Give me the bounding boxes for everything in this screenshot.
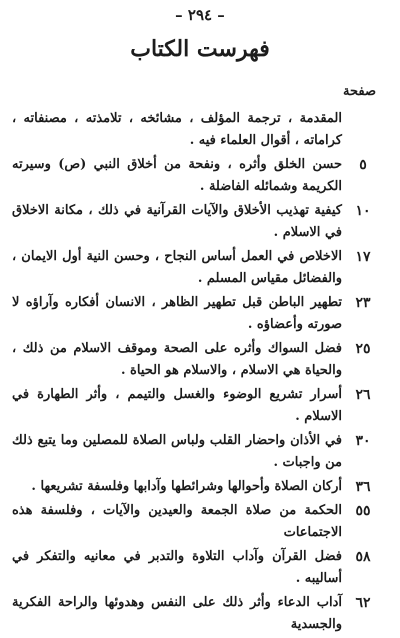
toc-entry	[12, 384, 384, 428]
toc-entry-page: ٢٦	[355, 387, 371, 403]
toc-entry-page: ١٧	[355, 249, 371, 265]
toc-entry-title: فضل القرآن وآداب التلاوة والتدبر في معانيه والتفكر في أساليبه .	[12, 549, 342, 586]
toc-entry-page: ٢٣	[355, 295, 371, 311]
toc-entry-page: ٣٠	[355, 433, 371, 449]
toc-entry	[12, 108, 384, 152]
toc-entry-title: الاخلاص في العمل أساس النجاح ، وحسن النية أول الايمان ، والفضائل مقياس المسلم .	[12, 249, 342, 286]
toc-entry-page: ٥	[359, 157, 367, 173]
toc-entry-page: ١٠	[355, 203, 371, 219]
toc-entry	[12, 546, 384, 590]
toc-entry-title: في الأذان واحضار القلب ولباس الصلاة للمصلين وما يتبع ذلك من واجبات .	[12, 433, 342, 470]
toc-entry	[12, 246, 384, 290]
toc-entry-title: فضل السواك وأثره على الصحة وموقف الاسلام من ذلك ، والحياة هي الاسلام ، والاسلام هو الحياة .	[12, 341, 342, 378]
toc-entry-title: تطهير الباطن قبل تطهير الظاهر ، الانسان أفكاره وآراؤه لا صورته وأعضاؤه .	[12, 295, 342, 332]
toc-entry-title: آداب الدعاء وأثر ذلك على النفس وهدوئها والراحة الفكرية والجسدية	[12, 595, 342, 632]
toc-entry-title: حسن الخلق وأثره ، ونفحة من أخلاق النبي (ص) وسيرته الكريمة وشمائله الفاضلة .	[12, 157, 342, 194]
toc-entry-title: أسرار تشريع الوضوء والغسل والتيمم ، وأثر الطهارة في الاسلام .	[12, 387, 342, 424]
toc-entry-title: أركان الصلاة وأحوالها وشرائطها وآدابها وفلسفة تشريعها .	[31, 479, 342, 494]
toc-entry-title: كيفية تهذيب الأخلاق والآيات القرآنية في ذلك ، مكانة الاخلاق في الاسلام .	[12, 203, 342, 240]
toc-entry	[12, 476, 384, 498]
toc-entry	[12, 200, 384, 244]
page-number: – ٢٩٤ –	[175, 6, 225, 24]
toc-entry	[12, 292, 384, 336]
toc-entry-page: ٥٥	[355, 503, 371, 519]
toc-entry-page: ٣٦	[355, 479, 371, 495]
toc-entry	[12, 430, 384, 474]
table-of-contents	[12, 108, 384, 638]
page-title: فهرست الكتاب	[130, 36, 270, 62]
toc-entry-title: الحكمة من صلاة الجمعة والعيدين والآيات ، وفلسفة هذه الاجتماعات	[12, 503, 342, 540]
toc-entry	[12, 154, 384, 198]
toc-entry-page: ٥٨	[355, 549, 371, 565]
page-column-header: صفحة	[343, 84, 376, 99]
toc-entry	[12, 592, 384, 636]
toc-entry-page: ٢٥	[355, 341, 371, 357]
toc-entry	[12, 338, 384, 382]
toc-entry	[12, 500, 384, 544]
toc-entry-page: ٦٢	[355, 595, 371, 611]
toc-entry-title: المقدمة ، ترجمة المؤلف ، مشائخه ، تلامذته ، مصنفاته ، كراماته ، أقوال العلماء فيه .	[12, 111, 342, 148]
